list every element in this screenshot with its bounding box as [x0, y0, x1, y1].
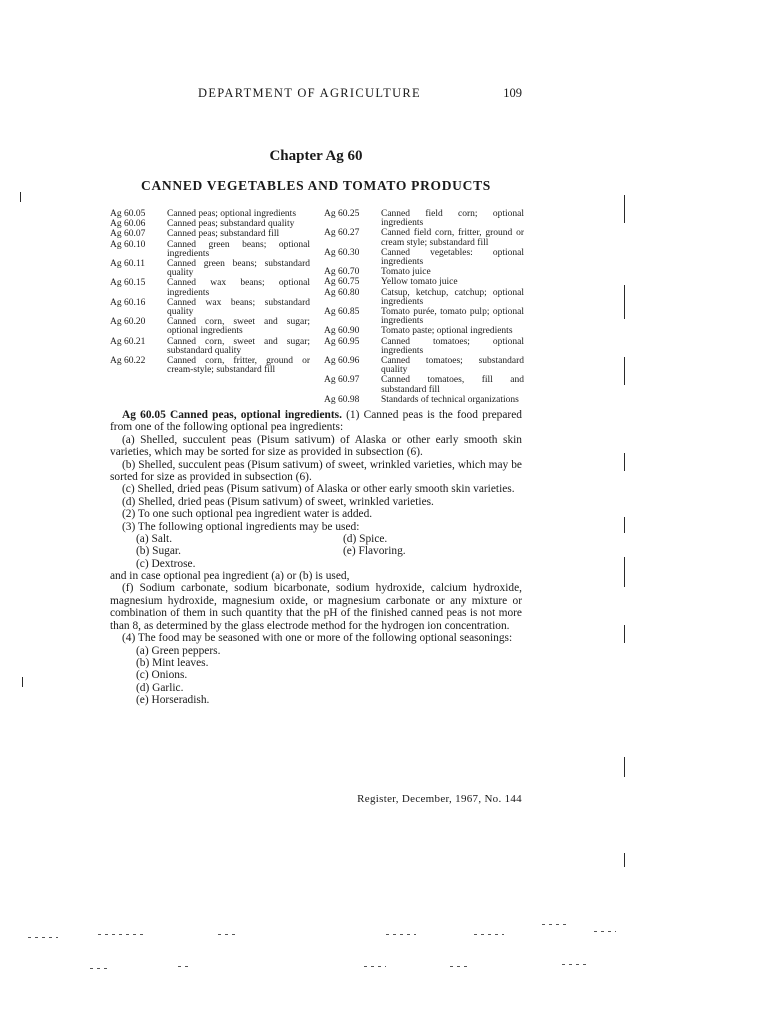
register-footer: Register, December, 1967, No. 144: [357, 793, 522, 805]
list-item: (e) Flavoring.: [343, 545, 406, 558]
toc-section-number: Ag 60.22: [110, 356, 146, 367]
running-head: [110, 86, 522, 102]
scan-artifact: [386, 934, 416, 935]
toc-section-title: Tomato paste; optional ingredients: [381, 326, 513, 337]
toc-section-title: Canned peas; optional ingredients: [167, 209, 297, 219]
optional-ingredients-list: [110, 533, 522, 570]
toc-section-number: Ag 60.20: [110, 317, 146, 328]
toc-section-number: Ag 60.96: [324, 356, 360, 367]
toc-section-title: Canned vegetables: optional ingredients: [381, 247, 524, 268]
toc-entry: [324, 289, 524, 307]
scan-artifact: [542, 924, 566, 925]
toc-section-title: Canned corn, fritter, ground or cream-style; substandard fill: [167, 356, 310, 376]
chapter-title: Chapter Ag 60: [269, 148, 363, 164]
subparagraph-f: (f) Sodium carbonate, sodium bicarbonate, sodium hydroxide, calcium hydroxide, magnesium hydroxide, magnesium oxide, or magnesium carbonate or any mixture or combination of them in such quantity that the pH of the finished canned peas is not more than 8, as determined by the glass electrode method for the hydrogen ion concentration.: [110, 582, 522, 632]
toc-entry: [324, 229, 524, 247]
scan-artifact: [624, 357, 625, 385]
scan-artifact: [624, 557, 625, 587]
scan-artifact: [218, 934, 238, 935]
toc-section-title: Canned wax beans; optional ingredients: [167, 278, 310, 298]
paragraph-2: (2) To one such optional pea ingredient water is added.: [122, 508, 373, 521]
scan-artifact: [474, 934, 504, 935]
toc-entry: [324, 308, 524, 326]
toc-entry: [110, 241, 310, 259]
toc-section-number: Ag 60.10: [110, 239, 146, 250]
toc-section-title: Canned corn, sweet and sugar; optional ingredients: [167, 317, 310, 337]
toc-section-number: Ag 60.27: [324, 228, 360, 239]
section-intro: [110, 409, 522, 434]
toc-right-column: [324, 210, 524, 406]
toc-section-title: Canned green beans; substandard quality: [167, 259, 310, 279]
scan-artifact: [22, 677, 23, 687]
scan-artifact: [20, 192, 21, 202]
chapter-subject: CANNED VEGETABLES AND TOMATO PRODUCTS: [141, 178, 491, 193]
section-intro-text: (1) Canned peas is the food prepared from one of the following optional pea ingredients:: [110, 409, 522, 434]
paragraph-3: (3) The following optional ingredients may be used:: [122, 520, 360, 533]
scan-artifact: [624, 517, 625, 533]
toc-section-number: Ag 60.75: [324, 277, 360, 288]
list-item: (c) Onions.: [136, 669, 188, 682]
toc-entry: [324, 249, 524, 267]
scan-artifact: [90, 968, 110, 969]
toc-entry: [324, 338, 524, 356]
department-heading: DEPARTMENT OF AGRICULTURE: [198, 86, 421, 100]
paragraph-4: (4) The food may be seasoned with one or more of the following optional seasonings:: [122, 632, 513, 645]
toc-entry: [324, 357, 524, 375]
list-item: (a) Salt.: [136, 533, 173, 546]
toc-section-number: Ag 60.80: [324, 287, 360, 298]
toc-section-title: Canned tomatoes; optional ingredients: [381, 336, 524, 356]
toc-section-title: Tomato juice: [381, 267, 431, 278]
toc-section-number: Ag 60.07: [110, 229, 146, 240]
scan-artifact: [624, 195, 625, 223]
toc-entry: [110, 357, 310, 375]
toc-section-number: Ag 60.11: [110, 259, 146, 270]
toc-section-title: Yellow tomato juice: [381, 277, 458, 288]
toc-entry: [324, 376, 524, 394]
toc-section-number: Ag 60.05: [110, 209, 146, 219]
toc-section-title: Canned wax beans; substandard quality: [167, 297, 310, 318]
toc-section-number: Ag 60.90: [324, 326, 360, 337]
page-number: 109: [503, 86, 522, 100]
toc-section-title: Canned field corn, fritter, ground or cream style; substandard fill: [381, 228, 524, 248]
toc-entry: [110, 299, 310, 317]
list-item: (d) Spice.: [343, 533, 388, 546]
subparagraph-d: (d) Shelled, dried peas (Pisum sativum) of sweet, wrinkled varieties.: [122, 495, 434, 508]
toc-entry: [110, 279, 310, 297]
scan-artifact: [178, 966, 192, 967]
toc-section-title: Tomato purée, tomato pulp; optional ingredients: [381, 307, 524, 327]
toc-entry: [110, 338, 310, 356]
toc-entry: [110, 210, 310, 219]
scan-artifact: [624, 757, 625, 777]
toc-section-number: Ag 60.21: [110, 336, 146, 347]
toc-section-number: Ag 60.98: [324, 394, 360, 405]
toc-section-number: Ag 60.25: [324, 209, 360, 219]
toc-entry: [110, 230, 310, 239]
toc-section-title: Standards of technical organizations: [381, 394, 519, 405]
toc-section-title: Canned corn, sweet and sugar; substandard quality: [167, 336, 310, 356]
toc-section-title: Canned tomatoes, fill and substandard fill: [381, 375, 524, 395]
list-item: (b) Sugar.: [136, 545, 181, 558]
toc-entry: [110, 318, 310, 336]
toc-section-title: Canned peas; substandard quality: [167, 219, 295, 230]
toc-section-number: Ag 60.95: [324, 336, 360, 347]
scan-artifact: [364, 966, 386, 967]
scan-artifact: [450, 966, 470, 967]
list-item: (d) Garlic.: [136, 681, 184, 694]
seasonings-list: [110, 645, 522, 707]
toc-section-number: Ag 60.70: [324, 267, 360, 278]
toc-section-number: Ag 60.30: [324, 247, 360, 258]
toc-entry: [324, 327, 524, 336]
list-continuation: and in case optional pea ingredient (a) or (b) is used,: [110, 570, 350, 583]
toc-entry: [324, 396, 524, 405]
toc-section-number: Ag 60.97: [324, 375, 360, 386]
toc-section-title: Catsup, ketchup, catchup; optional ingredients: [381, 287, 524, 307]
scan-artifact: [98, 934, 144, 935]
scan-artifact: [624, 453, 625, 471]
scan-artifact: [28, 937, 58, 938]
toc-entry: [324, 278, 524, 287]
subparagraph-a: (a) Shelled, succulent peas (Pisum sativum) of Alaska or other early smooth skin varieties, which may be sorted for size as provided in subsection (6).: [110, 433, 522, 459]
toc-entry: [324, 268, 524, 277]
toc-section-title: Canned tomatoes; substandard quality: [381, 356, 524, 376]
scan-artifact: [624, 285, 625, 319]
toc-section-number: Ag 60.15: [110, 278, 146, 289]
scan-artifact: [562, 964, 586, 965]
subparagraph-b: (b) Shelled, succulent peas (Pisum sativum) of sweet, wrinkled varieties, which may be sorted for size as provided in subsection (6).: [110, 458, 522, 484]
subparagraph-c: (c) Shelled, dried peas (Pisum sativum) of Alaska or other early smooth skin varieties.: [122, 483, 515, 496]
toc-section-title: Canned peas; substandard fill: [167, 229, 280, 240]
list-item: (c) Dextrose.: [136, 557, 196, 570]
toc-entry: [324, 210, 524, 228]
section-heading: Ag 60.05 Canned peas, optional ingredients.: [122, 409, 342, 421]
toc-section-number: Ag 60.85: [324, 307, 360, 318]
scan-artifact: [594, 931, 616, 932]
toc-section-title: Canned green beans; optional ingredients: [167, 239, 310, 259]
list-item: (a) Green peppers.: [136, 644, 221, 657]
scan-artifact: [624, 625, 625, 643]
toc-section-number: Ag 60.16: [110, 297, 146, 308]
list-item: (e) Horseradish.: [136, 694, 210, 707]
toc-section-title: Canned field corn; optional ingredients: [381, 209, 524, 229]
toc-entry: [110, 260, 310, 278]
toc-left-column: [110, 210, 310, 376]
section-body: [110, 409, 522, 707]
scan-artifact: [624, 853, 625, 867]
list-item: (b) Mint leaves.: [136, 656, 209, 669]
toc-section-number: Ag 60.06: [110, 219, 146, 230]
